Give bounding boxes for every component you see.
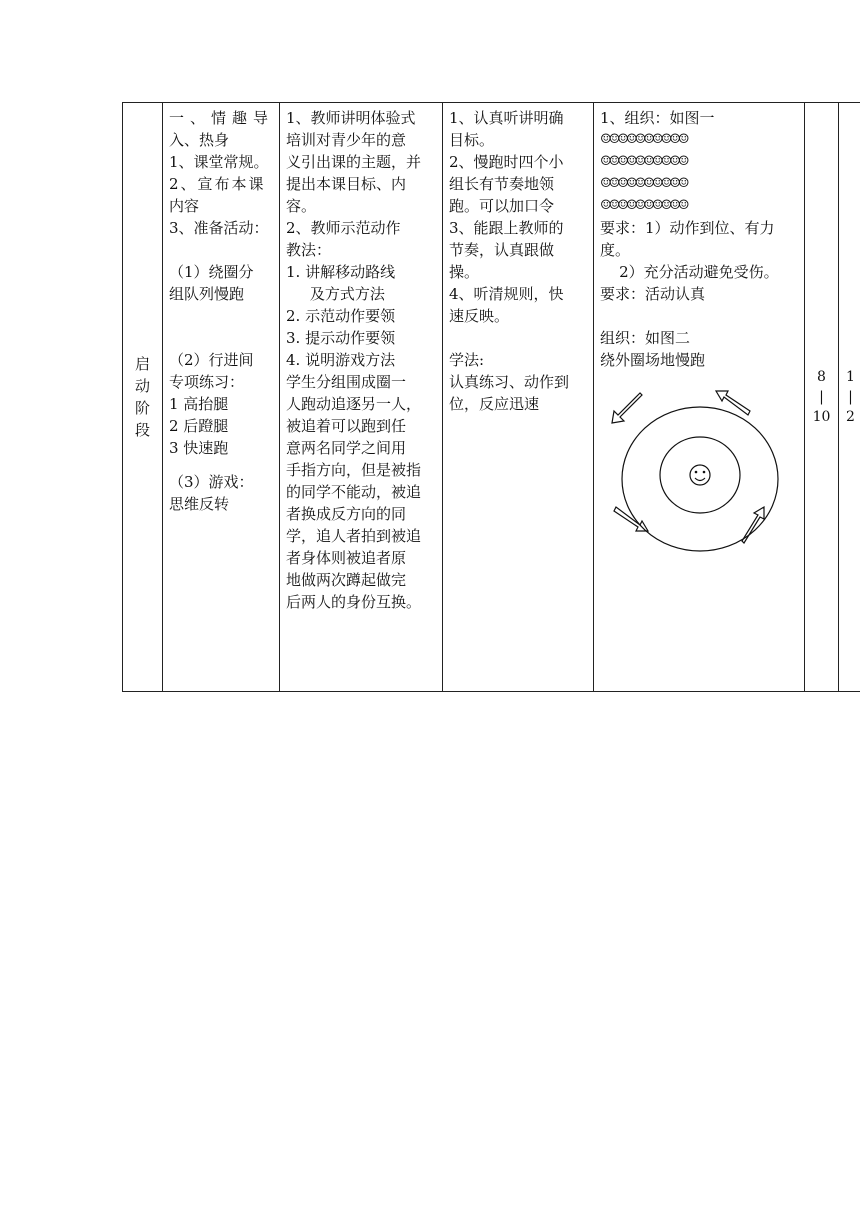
content-item: 2、宣布本课 [169,175,266,193]
content-item: 1、课堂常规。 [169,153,269,171]
figure1-title: 1、组织：如图一 [600,109,715,127]
method-title: 学法: [449,351,485,369]
running-circle-diagram [600,375,796,555]
content-title: 一、情趣导 [169,109,275,127]
stage-label: 启 动 阶 段 [134,355,150,439]
time-cell: 8 | 10 [805,103,839,692]
count-cell: 1 | 2 [839,103,860,692]
stage-cell [123,103,163,692]
student-formation-row: ☺☺☺☺☺☺☺☺☺☺ [600,132,687,147]
lesson-plan-table [122,102,860,692]
student-formation-row: ☺☺☺☺☺☺☺☺☺☺ [600,198,687,213]
organization-cell: 1、组织：如图一 ☺☺☺☺☺☺☺☺☺☺ ☺☺☺☺☺☺☺☺☺☺ ☺☺☺☺☺☺☺☺☺☺ ☺☺☺☺☺☺☺☺☺☺ 要求：1）动作到位、有力 度。 2）充分活动避免受伤。 要求：活动认真 组织：如图二 绕外圈场地慢跑 [594,103,805,692]
jog-label: （1）绕圈分 [169,263,254,281]
figure2-desc: 绕外圈场地慢跑 [600,351,706,369]
teacher-cell: 1、教师讲明体验式 培训对青少年的意 义引出课的主题，并 提出本课目标、内 容。 2、教师示范动作 教法： 1. 讲解移动路线 及方式方法 2. 示范动作要领 3. 提示动作要领 4. 说明游戏方法 学生分组围成圈一 人跑动追逐另一人， 被追着可以跑到任 意两名同学之间用 手指方向，但是被指 的同学不能动，被追 者换成反方向的同 学，追人者拍到被追 者身体则被追者原 地做两次蹲起做完 后两人的身份互换。 [280,103,443,692]
drill-label: （2）行进间 [169,351,254,369]
requirement-text: 要求：1）动作到位、有力 [600,219,775,237]
table-row [123,103,860,692]
content-item: 内容 [169,197,200,215]
game-label: （3）游戏： [169,473,254,491]
arrow-icon [612,391,764,543]
figure2-title: 组织：如图二 [600,329,691,347]
student-formation-row: ☺☺☺☺☺☺☺☺☺☺ [600,176,687,191]
content-item: 3、准备活动： [169,219,269,237]
student-cell: 1、认真听讲明确 目标。 2、慢跑时四个小 组长有节奏地领 跑。可以加口令 3、能跟上教师的 节奏，认真跟做 操。 4、听清规则，快 速反映。 学法: 认真练习、动作到 位，反应迅速 [443,103,594,692]
student-formation-row: ☺☺☺☺☺☺☺☺☺☺ [600,154,687,169]
content-cell: 一、情趣导 入、热身 1、课堂常规。 2、宣布本课 内容 3、准备活动： （1）绕圈分 组队列慢跑 （2）行进间 专项练习： 1 高抬腿 2 后蹬腿 3 快速跑 （3）游戏： 思维反转 [163,103,280,692]
smiley-face-icon [690,465,710,485]
